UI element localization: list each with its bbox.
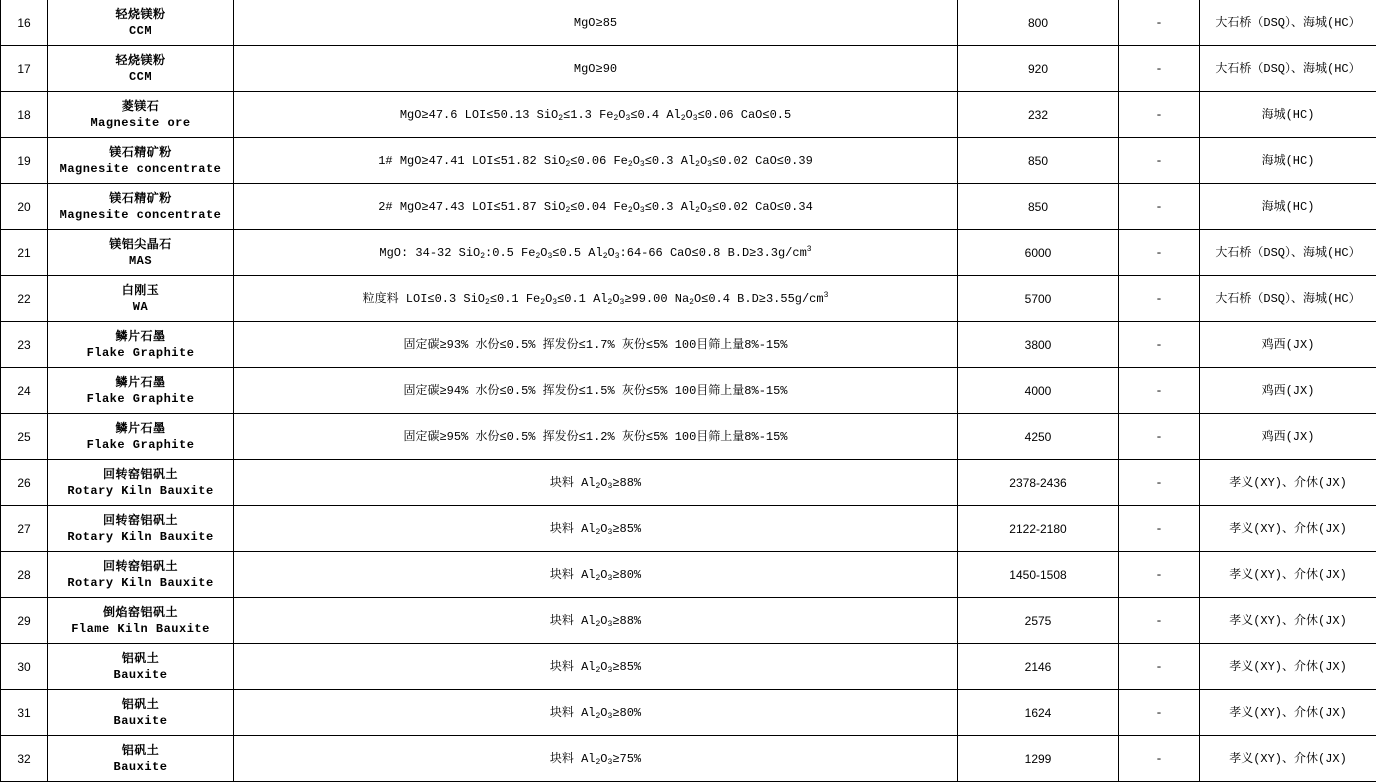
price-cell: 1450-1508 (958, 552, 1119, 598)
product-name-cell (48, 46, 234, 92)
product-name-cell (48, 506, 234, 552)
origin-cell: 海城(HC) (1200, 92, 1376, 138)
table-row (1, 736, 1376, 782)
price-cell: 3800 (958, 322, 1119, 368)
specification-cell: 固定碳≥93% 水份≤0.5% 挥发份≤1.7% 灰份≤5% 100目筛上量8%-15% (234, 322, 958, 368)
specification-cell: 块料 $Al_2O_3\ge 88\%$ (234, 460, 958, 506)
price-cell: 5700 (958, 276, 1119, 322)
row-number-cell: 32 (1, 736, 48, 782)
product-name-en: Flake Graphite (86, 391, 195, 406)
table-body (1, 0, 1376, 782)
product-name-en: MAS (128, 253, 153, 268)
row-number-cell: 17 (1, 46, 48, 92)
product-name-cn: 倒焰窑铝矾土 (102, 605, 178, 620)
row-number-cell: 16 (1, 0, 48, 46)
product-name-cn: 轻烧镁粉 (115, 53, 166, 68)
price-cell: 6000 (958, 230, 1119, 276)
change-cell: - (1119, 368, 1200, 414)
product-name-en: Bauxite (113, 759, 168, 774)
product-name-cell (48, 138, 234, 184)
product-name-en: Magnesite concentrate (59, 161, 222, 176)
product-name-cn: 镁石精矿粉 (109, 191, 172, 206)
change-cell: - (1119, 46, 1200, 92)
row-number-cell: 31 (1, 690, 48, 736)
specification-cell: 块料 $Al_2O_3\ge 75\%$ (234, 736, 958, 782)
price-cell: 2122-2180 (958, 506, 1119, 552)
product-name-cn: 轻烧镁粉 (115, 7, 166, 22)
product-name-cell (48, 690, 234, 736)
specification-cell: 粒度料 LOI≤0.3 SiO$_2$≤0.1 $Fe_2O_3\le 0.1$ $Al_2O_3\ge 99.00$ $Na_2O\le 0.4$ $B.D\ge 3.55g/cm^3$ (234, 276, 958, 322)
price-cell: 1624 (958, 690, 1119, 736)
product-name-cn: 鳞片石墨 (115, 375, 166, 390)
origin-cell: 鸡西(JX) (1200, 368, 1376, 414)
origin-cell: 孝义(XY)、介休(JX) (1200, 552, 1376, 598)
row-number-cell: 25 (1, 414, 48, 460)
origin-cell: 孝义(XY)、介休(JX) (1200, 690, 1376, 736)
origin-cell: 孝义(XY)、介休(JX) (1200, 736, 1376, 782)
specification-cell: 块料 $Al_2O_3\ge 80\%$ (234, 690, 958, 736)
specification-cell: 块料 $Al_2O_3\ge 85\%$ (234, 506, 958, 552)
change-cell: - (1119, 230, 1200, 276)
change-cell: - (1119, 736, 1200, 782)
product-name-en: Flake Graphite (86, 345, 195, 360)
specification-cell: 块料 $Al_2O_3\ge 85\%$ (234, 644, 958, 690)
price-cell: 2378-2436 (958, 460, 1119, 506)
table-row (1, 184, 1376, 230)
price-cell: 850 (958, 184, 1119, 230)
origin-cell: 海城(HC) (1200, 138, 1376, 184)
change-cell: - (1119, 552, 1200, 598)
change-cell: - (1119, 276, 1200, 322)
product-name-cell (48, 184, 234, 230)
origin-cell: 大石桥（DSQ）、海城(HC） (1200, 276, 1376, 322)
change-cell: - (1119, 0, 1200, 46)
row-number-cell: 22 (1, 276, 48, 322)
origin-cell: 大石桥（DSQ）、海城(HC） (1200, 46, 1376, 92)
table-row (1, 322, 1376, 368)
price-cell: 850 (958, 138, 1119, 184)
origin-cell: 孝义(XY)、介休(JX) (1200, 598, 1376, 644)
table-row (1, 230, 1376, 276)
change-cell: - (1119, 138, 1200, 184)
table-row (1, 598, 1376, 644)
specification-cell: MgO≥90 (234, 46, 958, 92)
product-name-en: WA (132, 299, 149, 314)
table-row (1, 46, 1376, 92)
change-cell: - (1119, 460, 1200, 506)
product-name-cn: 铝矾土 (121, 651, 160, 666)
table-row (1, 414, 1376, 460)
product-name-cn: 回转窑铝矾土 (102, 559, 178, 574)
price-cell: 920 (958, 46, 1119, 92)
price-cell: 2146 (958, 644, 1119, 690)
product-name-cn: 镁石精矿粉 (109, 145, 172, 160)
product-name-cell (48, 414, 234, 460)
product-name-cn: 鳞片石墨 (115, 329, 166, 344)
product-name-cn: 鳞片石墨 (115, 421, 166, 436)
origin-cell: 孝义(XY)、介休(JX) (1200, 460, 1376, 506)
product-name-en: CCM (128, 69, 153, 84)
product-name-cn: 白刚玉 (121, 283, 160, 298)
product-name-en: Magnesite concentrate (59, 207, 222, 222)
product-name-cn: 回转窑铝矾土 (102, 513, 178, 528)
table-row (1, 644, 1376, 690)
product-name-cell (48, 736, 234, 782)
row-number-cell: 24 (1, 368, 48, 414)
change-cell: - (1119, 322, 1200, 368)
table-row (1, 506, 1376, 552)
change-cell: - (1119, 184, 1200, 230)
table-row (1, 92, 1376, 138)
product-name-cell (48, 368, 234, 414)
origin-cell: 孝义(XY)、介休(JX) (1200, 644, 1376, 690)
product-name-en: Bauxite (113, 713, 168, 728)
row-number-cell: 18 (1, 92, 48, 138)
price-cell: 4000 (958, 368, 1119, 414)
specification-cell: 块料 $Al_2O_3\ge 80\%$ (234, 552, 958, 598)
change-cell: - (1119, 414, 1200, 460)
row-number-cell: 26 (1, 460, 48, 506)
row-number-cell: 30 (1, 644, 48, 690)
product-name-cell (48, 460, 234, 506)
product-name-en: Flame Kiln Bauxite (71, 621, 210, 636)
price-cell: 4250 (958, 414, 1119, 460)
table-row (1, 276, 1376, 322)
product-name-cn: 镁铝尖晶石 (109, 237, 172, 252)
product-name-en: Bauxite (113, 667, 168, 682)
product-name-en: Rotary Kiln Bauxite (67, 529, 214, 544)
product-name-en: Flake Graphite (86, 437, 195, 452)
price-cell: 232 (958, 92, 1119, 138)
table-row (1, 460, 1376, 506)
specification-cell: 2# MgO≥47.43 LOI≤51.87 SiO$_2$≤0.04 $Fe_2O_3\le 0.3$ $Al_2O_3\le 0.02$ CaO≤0.34 (234, 184, 958, 230)
price-cell: 1299 (958, 736, 1119, 782)
product-name-en: Magnesite ore (90, 115, 191, 130)
row-number-cell: 21 (1, 230, 48, 276)
row-number-cell: 29 (1, 598, 48, 644)
product-name-cell (48, 322, 234, 368)
price-cell: 800 (958, 0, 1119, 46)
product-name-cn: 铝矾土 (121, 743, 160, 758)
origin-cell: 孝义(XY)、介休(JX) (1200, 506, 1376, 552)
product-name-cell (48, 230, 234, 276)
product-name-cell (48, 644, 234, 690)
row-number-cell: 28 (1, 552, 48, 598)
change-cell: - (1119, 506, 1200, 552)
change-cell: - (1119, 598, 1200, 644)
origin-cell: 海城(HC) (1200, 184, 1376, 230)
specification-cell: MgO≥85 (234, 0, 958, 46)
specification-cell: 固定碳≥94% 水份≤0.5% 挥发份≤1.5% 灰份≤5% 100目筛上量8%-15% (234, 368, 958, 414)
specification-cell: 块料 $Al_2O_3\ge 88\%$ (234, 598, 958, 644)
product-name-cell (48, 92, 234, 138)
origin-cell: 大石桥（DSQ）、海城(HC） (1200, 0, 1376, 46)
table-row (1, 0, 1376, 46)
specification-cell: MgO: 34-32 SiO$_2$:0.5 $Fe_2O_3\le 0.5$ $Al_2O_3:64-66$ CaO≤0.8 $B.D\ge 3.3g/cm^3$ (234, 230, 958, 276)
change-cell: - (1119, 690, 1200, 736)
product-name-en: Rotary Kiln Bauxite (67, 483, 214, 498)
table-row (1, 368, 1376, 414)
row-number-cell: 27 (1, 506, 48, 552)
change-cell: - (1119, 92, 1200, 138)
product-name-cn: 回转窑铝矾土 (102, 467, 178, 482)
row-number-cell: 19 (1, 138, 48, 184)
specification-cell: MgO≥47.6 LOI≤50.13 SiO$_2$≤1.3 $Fe_2O_3\le 0.4$ $Al_2O_3\le 0.06$ CaO≤0.5 (234, 92, 958, 138)
product-name-cell (48, 276, 234, 322)
product-name-en: CCM (128, 23, 153, 38)
origin-cell: 鸡西(JX) (1200, 322, 1376, 368)
product-name-en: Rotary Kiln Bauxite (67, 575, 214, 590)
origin-cell: 大石桥（DSQ）、海城(HC） (1200, 230, 1376, 276)
table-row (1, 138, 1376, 184)
product-name-cn: 菱镁石 (121, 99, 160, 114)
row-number-cell: 23 (1, 322, 48, 368)
origin-cell: 鸡西(JX) (1200, 414, 1376, 460)
table-row (1, 552, 1376, 598)
product-name-cell (48, 552, 234, 598)
table-row (1, 690, 1376, 736)
row-number-cell: 20 (1, 184, 48, 230)
product-name-cell (48, 598, 234, 644)
specification-cell: 1# MgO≥47.41 LOI≤51.82 SiO$_2$≤0.06 $Fe_2O_3\le 0.3$ $Al_2O_3\le 0.02$ CaO≤0.39 (234, 138, 958, 184)
change-cell: - (1119, 644, 1200, 690)
product-name-cell (48, 0, 234, 46)
product-name-cn: 铝矾土 (121, 697, 160, 712)
specification-cell: 固定碳≥95% 水份≤0.5% 挥发份≤1.2% 灰份≤5% 100目筛上量8%-15% (234, 414, 958, 460)
price-cell: 2575 (958, 598, 1119, 644)
